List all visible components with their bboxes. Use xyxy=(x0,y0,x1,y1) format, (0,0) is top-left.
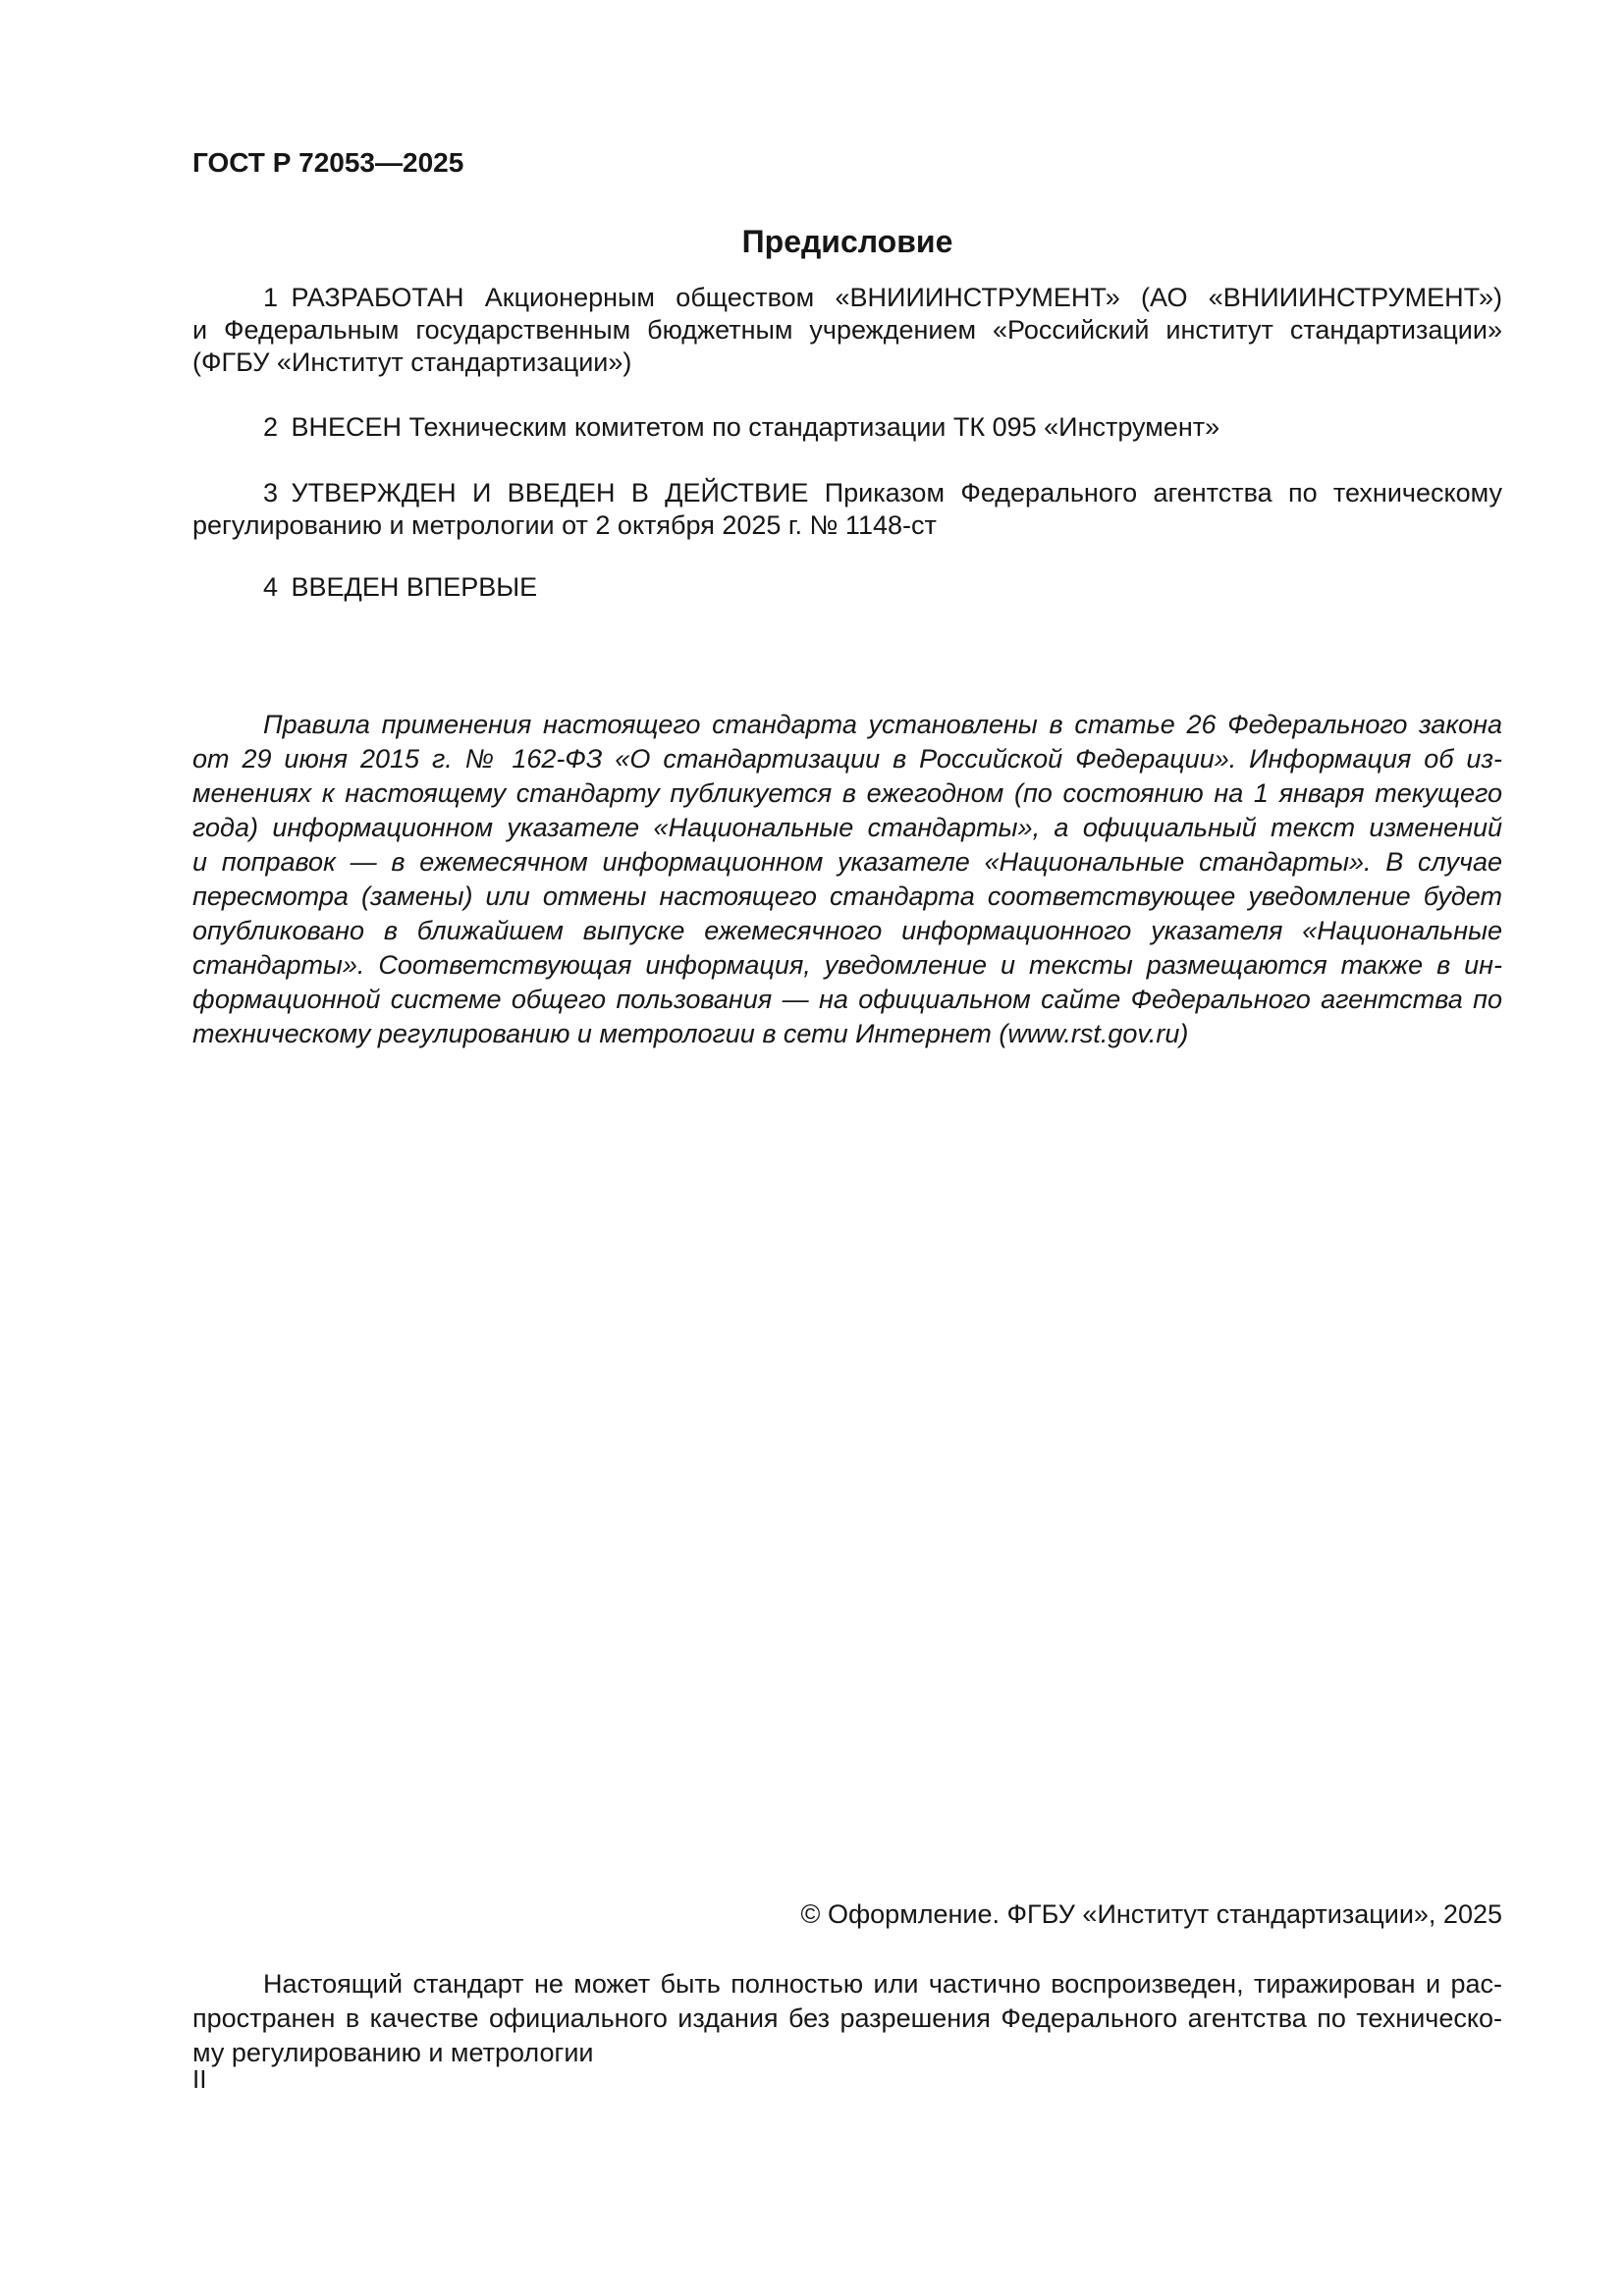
text-line: и Федеральным государственным бюджетным учреждением «Российский институт стандартизации» xyxy=(192,315,1502,345)
doc-code-header: ГОСТ Р 72053—2025 xyxy=(192,147,464,178)
text-line: 2 ВНЕСЕН Техническим комитетом по стандартизации ТК 095 «Инструмент» xyxy=(263,412,1220,442)
text-line: техническому регулированию и метрологии в сети Интернет (www.rst.gov.ru) xyxy=(192,1019,1189,1048)
reproduction-restriction-notice xyxy=(192,1967,1502,2070)
text-line: 3 УТВЕРЖДЕН И ВВЕДЕН В ДЕЙСТВИЕ Приказом Федерального агентства по техническому xyxy=(263,478,1502,507)
text-line: стандарты». Соответствующая информация, уведомление и тексты размещаются также в ин- xyxy=(192,950,1502,980)
text-line: 4 ВВЕДЕН ВПЕРВЫЕ xyxy=(263,572,538,602)
text-line: 1 РАЗРАБОТАН Акционерным обществом «ВНИИИНСТРУМЕНТ» (АО «ВНИИИНСТРУМЕНТ») xyxy=(263,283,1502,312)
text-line: и поправок — в ежемесячном информационном указателе «Национальные стандарты». В случае xyxy=(192,847,1502,877)
application-rules-notice xyxy=(192,708,1502,1051)
foreword-item-developed xyxy=(192,282,1502,379)
foreword-item-approved xyxy=(192,477,1502,542)
copyright-line: © Оформление. ФГБУ «Институт стандартизации», 2025 xyxy=(800,1899,1502,1929)
text-line: регулированию и метрологии от 2 октября 2025 г. № 1148-ст xyxy=(192,510,937,540)
text-line: му регулированию и метрологии xyxy=(192,2038,594,2067)
section-title: Предисловие xyxy=(741,224,953,259)
text-line: Правила применения настоящего стандарта установлены в статье 26 Федерального закона xyxy=(263,710,1502,739)
text-line: менениях к настоящему стандарту публикуется в ежегодном (по состоянию на 1 января текущего xyxy=(192,778,1502,808)
foreword-item-submitted xyxy=(192,411,1502,444)
text-line: Настоящий стандарт не может быть полностью или частично воспроизведен, тиражирован и рас- xyxy=(263,1969,1502,1999)
text-line: опубликовано в ближайшем выпуске ежемесячного информационного указателя «Национальные xyxy=(192,916,1502,945)
page-number: II xyxy=(192,2064,207,2094)
foreword-item-first-edition xyxy=(192,571,1502,604)
text-line: пересмотра (замены) или отмены настоящего стандарта соответствующее уведомление будет xyxy=(192,881,1502,911)
text-line: (ФГБУ «Институт стандартизации») xyxy=(192,347,632,377)
text-line: от 29 июня 2015 г. № 162-ФЗ «О стандартизации в Российской Федерации». Информация об из- xyxy=(192,744,1502,774)
text-line: года) информационном указателе «Национальные стандарты», а официальный текст изменений xyxy=(192,813,1502,842)
text-line: формационной системе общего пользования — на официальном сайте Федерального агентства по xyxy=(192,985,1502,1014)
text-line: пространен в качестве официального издания без разрешения Федерального агентства по техническо- xyxy=(192,2003,1502,2033)
